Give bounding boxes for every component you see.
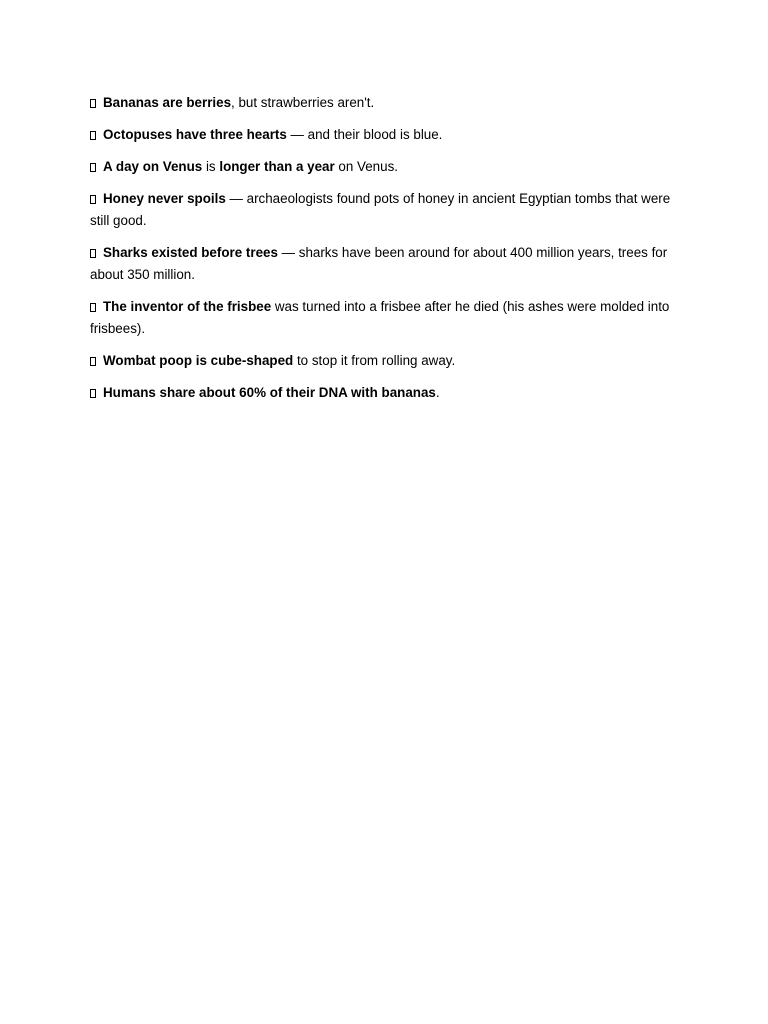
fact-highlight: Bananas are berries [103,95,232,110]
fact-highlight: longer than a year [219,159,335,174]
missing-glyph-icon [90,303,96,312]
fact-item [90,156,678,178]
fact-item [90,124,678,146]
fact-text: — and their blood is blue. [286,127,443,142]
fact-highlight: Octopuses have three hearts [103,127,287,142]
fact-text: , but strawberries aren't. [231,95,375,110]
fact-text: . [435,385,440,400]
fact-text: to stop it from rolling away. [293,353,456,368]
fact-highlight: The inventor of the frisbee [103,299,272,314]
missing-glyph-icon [90,357,96,366]
fact-item [90,92,678,114]
fact-highlight: Wombat poop is cube-shaped [103,353,294,368]
missing-glyph-icon [90,249,96,258]
fact-highlight: Humans share about 60% of their DNA with bananas [103,385,436,400]
fact-item [90,296,678,340]
fact-text: on Venus. [334,159,398,174]
fact-text: is [202,159,220,174]
missing-glyph-icon [90,163,96,172]
fact-text: was turned into a frisbee after he died (his ashes were molded into frisbees). [90,299,670,336]
missing-glyph-icon [90,389,96,398]
fact-item [90,242,678,286]
fact-item [90,350,678,372]
fact-highlight: A day on Venus [103,159,203,174]
fact-highlight: Sharks existed before trees [103,245,278,260]
fact-item [90,382,678,404]
document-page [90,92,678,414]
missing-glyph-icon [90,195,96,204]
fact-item [90,188,678,232]
fact-text: — archaeologists found pots of honey in ancient Egyptian tombs that were still good. [90,191,671,228]
missing-glyph-icon [90,99,96,108]
missing-glyph-icon [90,131,96,140]
fact-text: — sharks have been around for about 400 million years, trees for about 350 million. [90,245,668,282]
fact-highlight: Honey never spoils [103,191,226,206]
